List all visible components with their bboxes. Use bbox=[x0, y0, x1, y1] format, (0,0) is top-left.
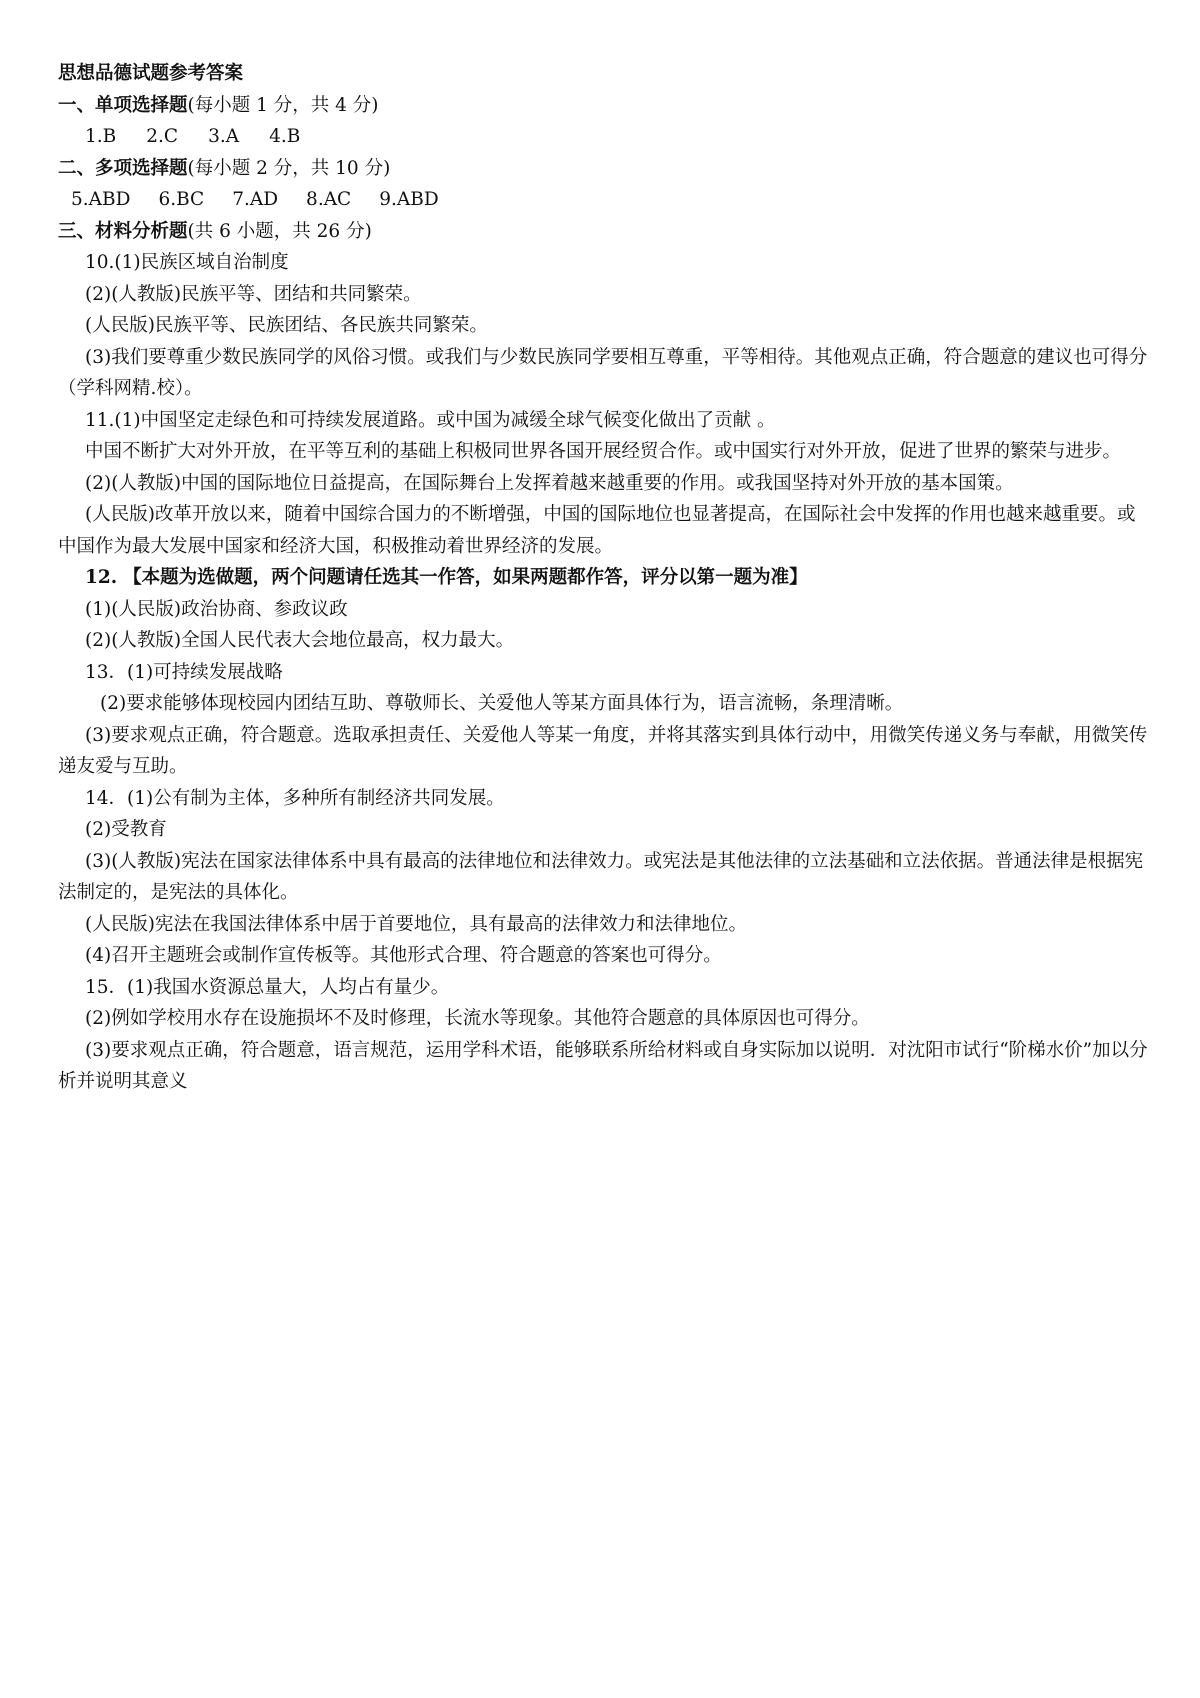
section1-note: (每小题 1 分，共 4 分) bbox=[187, 94, 379, 116]
q10-part1: 10.(1)民族区域自治制度 bbox=[85, 252, 289, 273]
q11-part1: 11.(1)中国坚定走绿色和可持续发展道路。或中国为减缓全球气候变化做出了贡献 。 bbox=[85, 409, 776, 431]
section1-answers bbox=[58, 121, 1148, 153]
q12-note: 【本题为选做题，两个问题请任选其一作答，如果两题都作答，评分以第一题为准】 bbox=[123, 567, 808, 588]
section2-heading: 二、多项选择题 bbox=[58, 157, 188, 179]
q15-part1: 15．(1)我国水资源总量大，人均占有量少。 bbox=[85, 976, 450, 998]
section3-heading: 三、材料分析题 bbox=[58, 220, 188, 242]
section1-heading: 一、单项选择题 bbox=[58, 94, 188, 116]
answer-item: 5.ABD bbox=[71, 189, 131, 210]
answer-key-document bbox=[58, 58, 1148, 1098]
q12-part1: (1)(人民版)政治协商、参政议政 bbox=[85, 598, 348, 620]
q12-number: 12. bbox=[85, 567, 118, 588]
q12-part2: (2)(人教版)全国人民代表大会地位最高，权力最大。 bbox=[85, 630, 515, 651]
section1-header bbox=[58, 90, 1148, 122]
answer-item: 1.B bbox=[85, 126, 117, 147]
answer-item: 4.B bbox=[269, 126, 301, 147]
section2-header bbox=[58, 153, 1148, 185]
section2-answers bbox=[58, 184, 1148, 216]
answer-item: 7.AD bbox=[232, 189, 279, 210]
q11-part1-alt: 中国不断扩大对外开放，在平等互利的基础上积极同世界各国开展经贸合作。或中国实行对外开放，促进了世界的繁荣与进步。 bbox=[85, 441, 1122, 462]
answer-item: 9.ABD bbox=[379, 189, 439, 210]
q13-part2: (2)要求能够体现校园内团结互助、尊敬师长、关爱他人等某方面具体行为，语言流畅，条理清晰。 bbox=[100, 693, 904, 714]
answer-item: 2.C bbox=[146, 126, 179, 147]
section3-note: (共 6 小题，共 26 分) bbox=[187, 220, 372, 242]
q15-part3: (3)要求观点正确，符合题意，语言规范，运用学科术语，能够联系所给材料或自身实际加以说明．对沈阳市试行“阶梯水价”加以分析并说明其意义 bbox=[58, 1039, 1148, 1092]
q10-part3: (3)我们要尊重少数民族同学的风俗习惯。或我们与少数民族同学要相互尊重，平等相待。其他观点正确，符合题意的建议也可得分（学科网精.校）。 bbox=[58, 346, 1148, 399]
q13-part3: (3)要求观点正确，符合题意。选取承担责任、关爱他人等某一角度，并将其落实到具体行动中，用微笑传递义务与奉献，用微笑传递友爱与互助。 bbox=[58, 724, 1148, 777]
section2-note: (每小题 2 分，共 10 分) bbox=[187, 157, 391, 179]
q10-part2: (2)(人教版)民族平等、团结和共同繁荣。 bbox=[85, 283, 422, 305]
q14-part4: (4)召开主题班会或制作宣传板等。其他形式合理、符合题意的答案也可得分。 bbox=[85, 945, 722, 966]
q14-part1: 14．(1)公有制为主体，多种所有制经济共同发展。 bbox=[85, 787, 505, 809]
q14-part2: (2)受教育 bbox=[85, 819, 167, 840]
q15-part2: (2)例如学校用水存在设施损坏不及时修理，长流水等现象。其他符合题意的具体原因也可得分。 bbox=[85, 1008, 870, 1029]
section3-header bbox=[58, 216, 1148, 248]
q13-part1: 13．(1)可持续发展战略 bbox=[85, 661, 283, 683]
q11-part2: (2)(人教版)中国的国际地位日益提高，在国际舞台上发挥着越来越重要的作用。或我国坚持对外开放的基本国策。 bbox=[85, 472, 1014, 494]
document-title: 思想品德试题参考答案 bbox=[58, 63, 244, 84]
answer-item: 8.AC bbox=[306, 189, 352, 210]
q14-part3-alt: (人民版)宪法在我国法律体系中居于首要地位，具有最高的法律效力和法律地位。 bbox=[85, 913, 747, 935]
answer-item: 3.A bbox=[208, 126, 240, 147]
q14-part3: (3)(人教版)宪法在国家法律体系中具有最高的法律地位和法律效力。或宪法是其他法律的立法基础和立法依据。普通法律是根据宪法制定的，是宪法的具体化。 bbox=[58, 850, 1144, 903]
q11-part2-alt: (人民版)改革开放以来，随着中国综合国力的不断增强，中国的国际地位也显著提高，在国际社会中发挥的作用也越来越重要。或中国作为最大发展中国家和经济大国，积极推动着世界经济的发展。 bbox=[58, 504, 1136, 557]
answer-item: 6.BC bbox=[158, 189, 205, 210]
q10-part2-alt: (人民版)民族平等、民族团结、各民族共同繁荣。 bbox=[85, 315, 488, 336]
q12-header bbox=[58, 562, 1148, 594]
